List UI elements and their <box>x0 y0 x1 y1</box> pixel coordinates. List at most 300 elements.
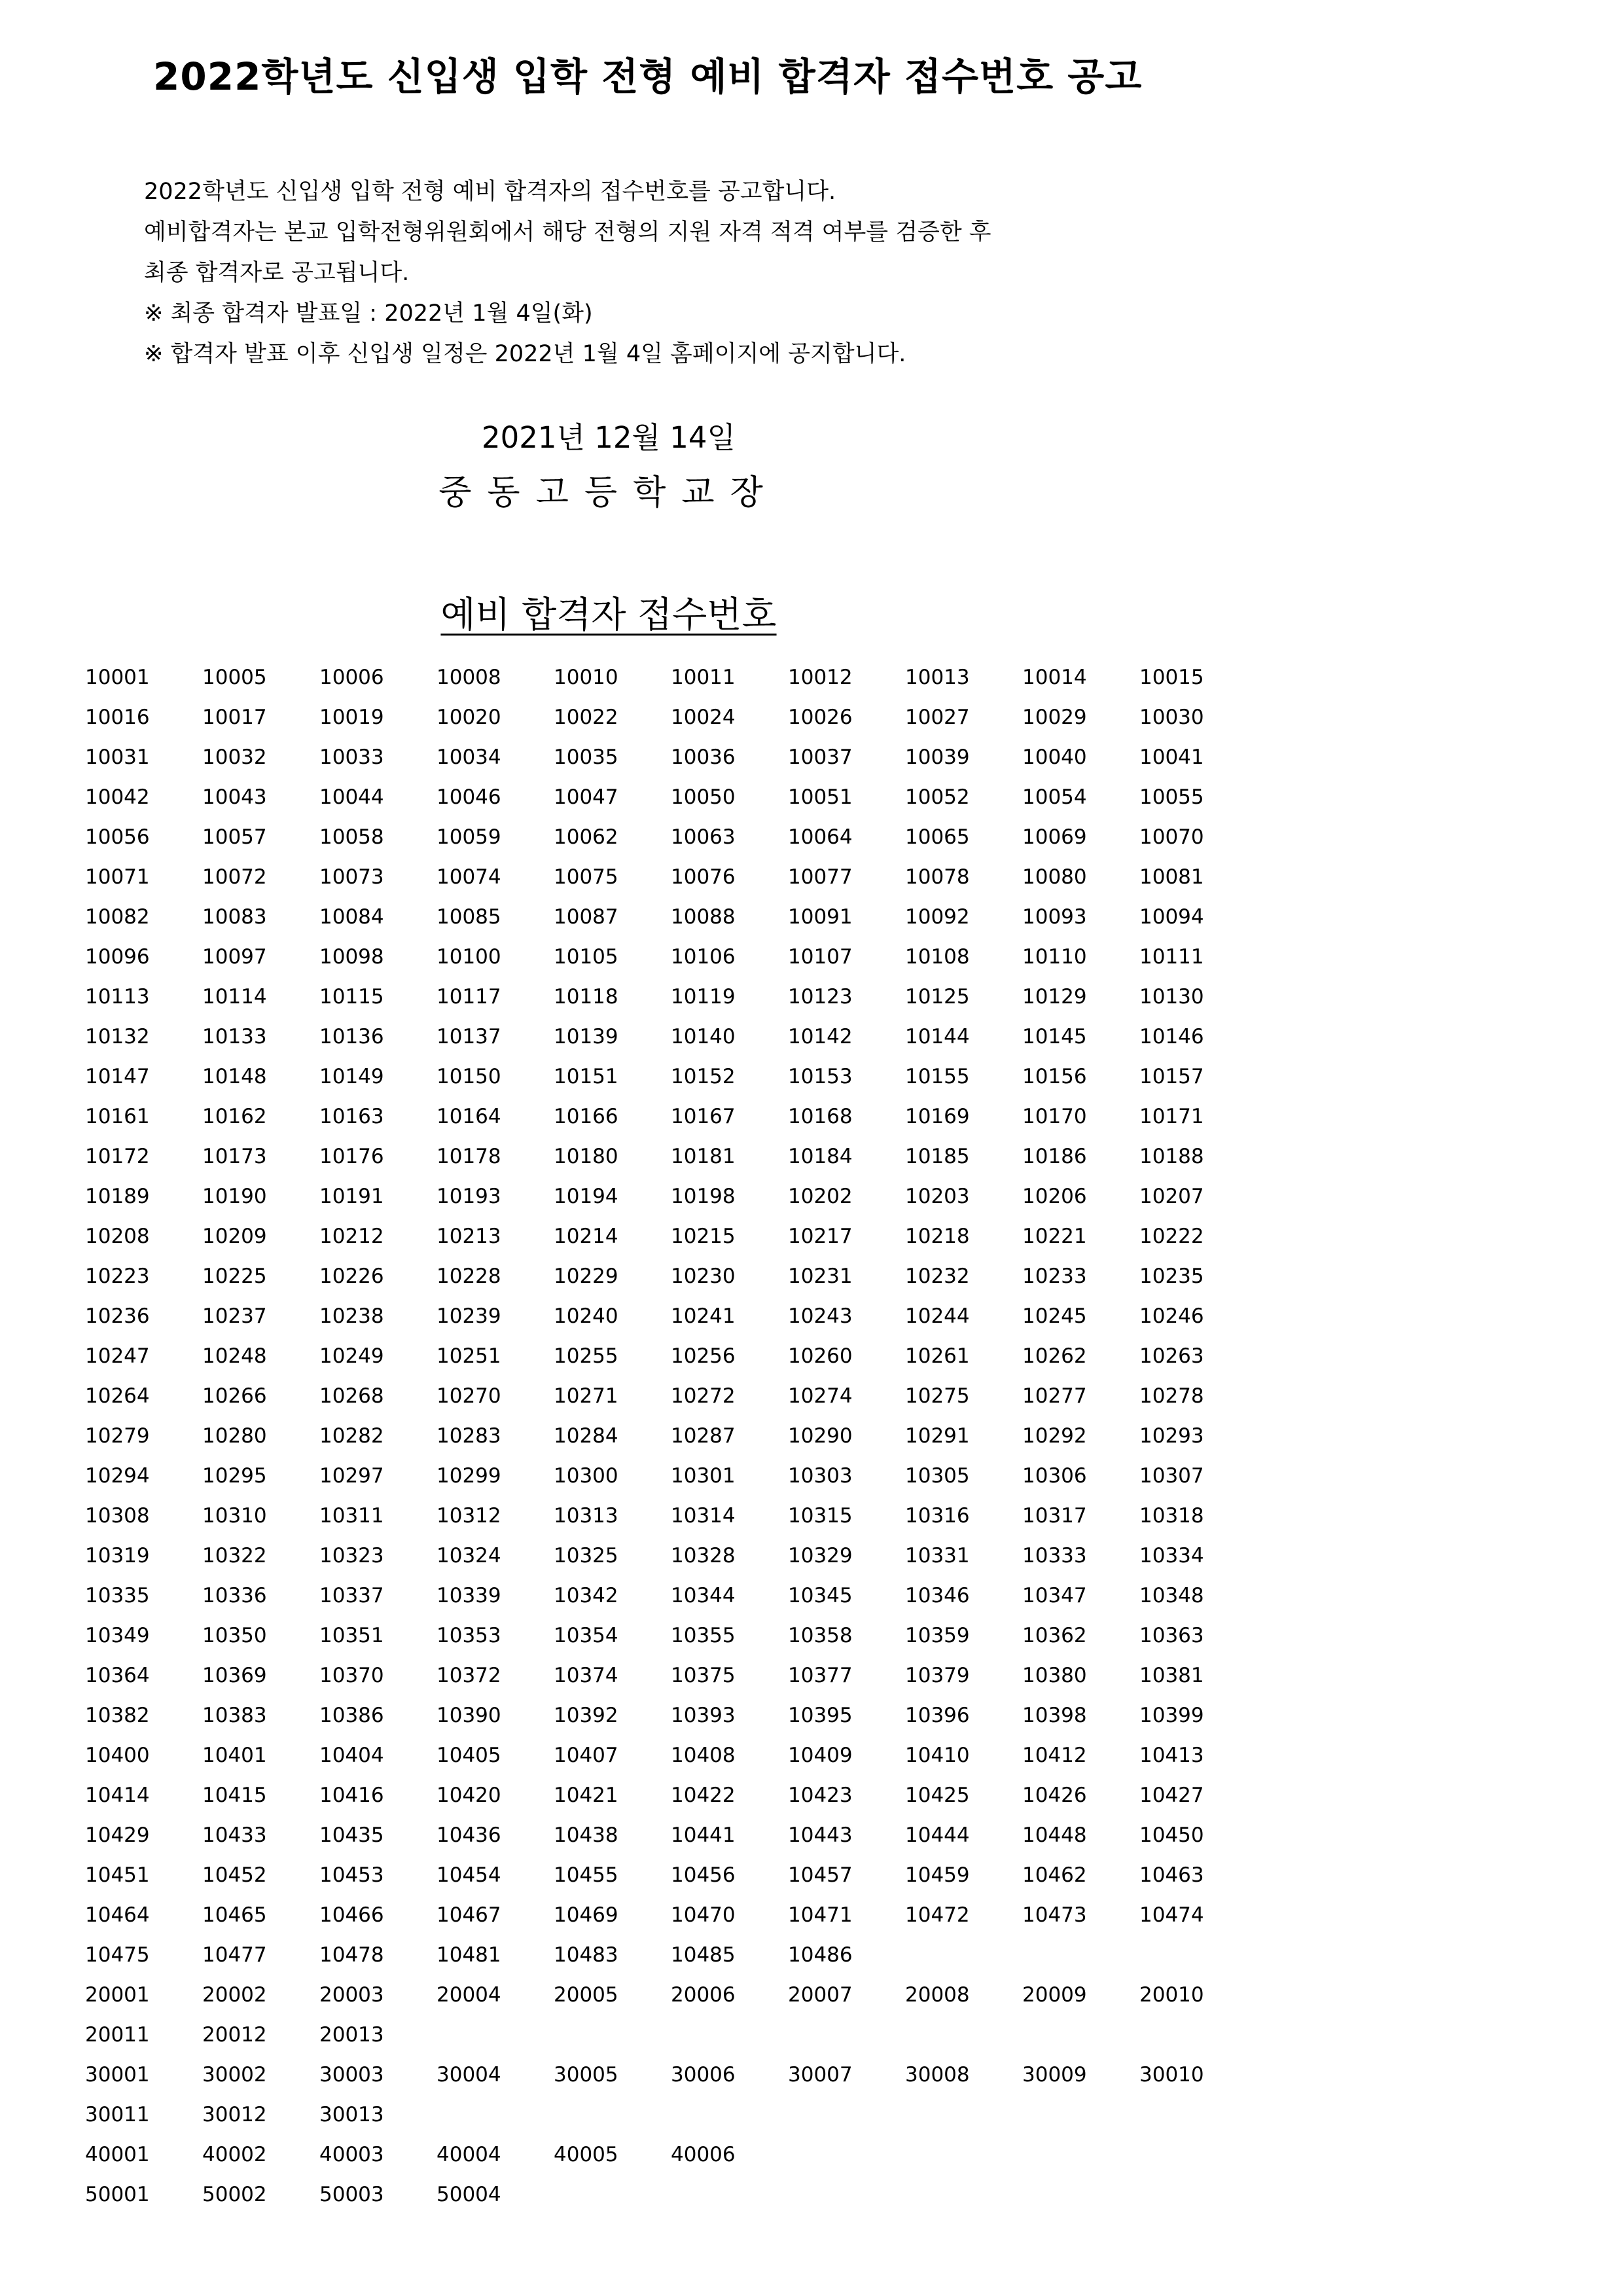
application-number: 10453 <box>319 1863 384 1887</box>
number-row <box>85 2015 1276 2055</box>
application-number: 10013 <box>905 666 970 689</box>
application-number: 10088 <box>671 905 736 929</box>
application-number: 10072 <box>202 865 267 889</box>
application-number: 20012 <box>202 2023 267 2047</box>
signer-name: 중동고등학교장 <box>438 473 779 512</box>
application-number: 10390 <box>437 1704 501 1727</box>
application-number: 10379 <box>905 1664 970 1687</box>
application-number: 10455 <box>554 1863 618 1887</box>
application-number: 10325 <box>554 1544 618 1568</box>
application-number: 20003 <box>319 1983 384 2007</box>
application-number: 10062 <box>554 825 618 849</box>
application-number: 10408 <box>671 1744 736 1767</box>
application-number: 10055 <box>1139 785 1204 809</box>
application-number: 10362 <box>1022 1624 1087 1647</box>
application-number: 10155 <box>905 1065 970 1088</box>
application-number: 10457 <box>788 1863 853 1887</box>
number-row <box>85 1975 1276 2015</box>
application-number: 10188 <box>1139 1145 1204 1168</box>
application-number: 10308 <box>85 1504 150 1528</box>
application-number: 10214 <box>554 1225 618 1248</box>
application-number: 10436 <box>437 1823 501 1847</box>
application-number: 10413 <box>1139 1744 1204 1767</box>
application-number: 10441 <box>671 1823 736 1847</box>
application-number: 10008 <box>437 666 501 689</box>
application-number: 20010 <box>1139 1983 1204 2007</box>
application-number: 10382 <box>85 1704 150 1727</box>
application-number: 30005 <box>554 2063 618 2087</box>
application-number: 10130 <box>1139 985 1204 1009</box>
application-number: 10433 <box>202 1823 267 1847</box>
application-number: 10323 <box>319 1544 384 1568</box>
application-number: 10295 <box>202 1464 267 1488</box>
number-row <box>85 1097 1276 1137</box>
application-number: 30010 <box>1139 2063 1204 2087</box>
application-number: 10056 <box>85 825 150 849</box>
application-number: 10206 <box>1022 1185 1087 1208</box>
application-number: 10148 <box>202 1065 267 1088</box>
application-number: 10014 <box>1022 666 1087 689</box>
application-number: 10238 <box>319 1304 384 1328</box>
application-number: 10093 <box>1022 905 1087 929</box>
application-number: 10017 <box>202 706 267 729</box>
application-number: 10277 <box>1022 1384 1087 1408</box>
application-number: 10485 <box>671 1943 736 1967</box>
application-number: 10181 <box>671 1145 736 1168</box>
application-number: 10010 <box>554 666 618 689</box>
notice-line: 2022학년도 신입생 입학 전형 예비 합격자의 접수번호를 공고합니다. <box>144 179 836 205</box>
application-number: 10073 <box>319 865 384 889</box>
application-number: 10481 <box>437 1943 501 1967</box>
number-row <box>85 1656 1276 1696</box>
application-number: 10213 <box>437 1225 501 1248</box>
application-number: 10081 <box>1139 865 1204 889</box>
application-number: 10426 <box>1022 1784 1087 1807</box>
application-number: 10355 <box>671 1624 736 1647</box>
application-number: 10318 <box>1139 1504 1204 1528</box>
application-number: 10149 <box>319 1065 384 1088</box>
application-number: 10410 <box>905 1744 970 1767</box>
application-number: 10222 <box>1139 1225 1204 1248</box>
number-row <box>85 1536 1276 1576</box>
application-number: 10303 <box>788 1464 853 1488</box>
application-number-list <box>85 658 1276 2215</box>
application-number: 10074 <box>437 865 501 889</box>
application-number: 10020 <box>437 706 501 729</box>
application-number: 10271 <box>554 1384 618 1408</box>
application-number: 10150 <box>437 1065 501 1088</box>
application-number: 30003 <box>319 2063 384 2087</box>
application-number: 10299 <box>437 1464 501 1488</box>
application-number: 30006 <box>671 2063 736 2087</box>
application-number: 10348 <box>1139 1584 1204 1607</box>
application-number: 10477 <box>202 1943 267 1967</box>
application-number: 10037 <box>788 745 853 769</box>
application-number: 10217 <box>788 1225 853 1248</box>
application-number: 10064 <box>788 825 853 849</box>
application-number: 10263 <box>1139 1344 1204 1368</box>
application-number: 10186 <box>1022 1145 1087 1168</box>
application-number: 10395 <box>788 1704 853 1727</box>
application-number: 10324 <box>437 1544 501 1568</box>
application-number: 10407 <box>554 1744 618 1767</box>
application-number: 10463 <box>1139 1863 1204 1887</box>
application-number: 40003 <box>319 2143 384 2166</box>
application-number: 10070 <box>1139 825 1204 849</box>
application-number: 10144 <box>905 1025 970 1049</box>
application-number: 40002 <box>202 2143 267 2166</box>
application-number: 10097 <box>202 945 267 969</box>
application-number: 10268 <box>319 1384 384 1408</box>
application-number: 10077 <box>788 865 853 889</box>
application-number: 10075 <box>554 865 618 889</box>
notice-line: ※ 합격자 발표 이후 신입생 일정은 2022년 1월 4일 홈페이지에 공지합니다. <box>144 341 906 367</box>
application-number: 10399 <box>1139 1704 1204 1727</box>
application-number: 10448 <box>1022 1823 1087 1847</box>
number-row <box>85 738 1276 778</box>
application-number: 10029 <box>1022 706 1087 729</box>
application-number: 10251 <box>437 1344 501 1368</box>
application-number: 10427 <box>1139 1784 1204 1807</box>
application-number: 20002 <box>202 1983 267 2007</box>
application-number: 10044 <box>319 785 384 809</box>
application-number: 20013 <box>319 2023 384 2047</box>
number-row <box>85 1935 1276 1975</box>
application-number: 10486 <box>788 1943 853 1967</box>
number-row <box>85 658 1276 698</box>
application-number: 10249 <box>319 1344 384 1368</box>
application-number: 30002 <box>202 2063 267 2087</box>
application-number: 10292 <box>1022 1424 1087 1448</box>
application-number: 10082 <box>85 905 150 929</box>
application-number: 10107 <box>788 945 853 969</box>
number-row <box>85 698 1276 738</box>
application-number: 10172 <box>85 1145 150 1168</box>
number-row <box>85 1456 1276 1496</box>
application-number: 10383 <box>202 1704 267 1727</box>
application-number: 10412 <box>1022 1744 1087 1767</box>
application-number: 10145 <box>1022 1025 1087 1049</box>
application-number: 10212 <box>319 1225 384 1248</box>
application-number: 20001 <box>85 1983 150 2007</box>
application-number: 10243 <box>788 1304 853 1328</box>
application-number: 10065 <box>905 825 970 849</box>
application-number: 10310 <box>202 1504 267 1528</box>
application-number: 10275 <box>905 1384 970 1408</box>
application-number: 10180 <box>554 1145 618 1168</box>
application-number: 10209 <box>202 1225 267 1248</box>
application-number: 10226 <box>319 1265 384 1288</box>
application-number: 10169 <box>905 1105 970 1128</box>
application-number: 10398 <box>1022 1704 1087 1727</box>
application-number: 10342 <box>554 1584 618 1607</box>
application-number: 40005 <box>554 2143 618 2166</box>
application-number: 10443 <box>788 1823 853 1847</box>
application-number: 10260 <box>788 1344 853 1368</box>
application-number: 10347 <box>1022 1584 1087 1607</box>
application-number: 10215 <box>671 1225 736 1248</box>
application-number: 10274 <box>788 1384 853 1408</box>
application-number: 10333 <box>1022 1544 1087 1568</box>
application-number: 10380 <box>1022 1664 1087 1687</box>
page-title: 2022학년도 신입생 입학 전형 예비 합격자 접수번호 공고 <box>153 54 1143 99</box>
application-number: 10245 <box>1022 1304 1087 1328</box>
application-number: 10450 <box>1139 1823 1204 1847</box>
application-number: 10452 <box>202 1863 267 1887</box>
number-row <box>85 2095 1276 2135</box>
application-number: 10123 <box>788 985 853 1009</box>
application-number: 10071 <box>85 865 150 889</box>
application-number: 10393 <box>671 1704 736 1727</box>
application-number: 10358 <box>788 1624 853 1647</box>
application-number: 10423 <box>788 1784 853 1807</box>
application-number: 10316 <box>905 1504 970 1528</box>
application-number: 10191 <box>319 1185 384 1208</box>
application-number: 10470 <box>671 1903 736 1927</box>
application-number: 10465 <box>202 1903 267 1927</box>
application-number: 10050 <box>671 785 736 809</box>
application-number: 10047 <box>554 785 618 809</box>
number-row <box>85 1416 1276 1456</box>
application-number: 10147 <box>85 1065 150 1088</box>
application-number: 10300 <box>554 1464 618 1488</box>
application-number: 10244 <box>905 1304 970 1328</box>
application-number: 10035 <box>554 745 618 769</box>
application-number: 10429 <box>85 1823 150 1847</box>
application-number: 10051 <box>788 785 853 809</box>
number-row <box>85 1017 1276 1057</box>
application-number: 10266 <box>202 1384 267 1408</box>
number-row <box>85 1856 1276 1895</box>
application-number: 10041 <box>1139 745 1204 769</box>
application-number: 40006 <box>671 2143 736 2166</box>
application-number: 10105 <box>554 945 618 969</box>
application-number: 10125 <box>905 985 970 1009</box>
application-number: 10240 <box>554 1304 618 1328</box>
application-number: 10236 <box>85 1304 150 1328</box>
application-number: 10119 <box>671 985 736 1009</box>
application-number: 10339 <box>437 1584 501 1607</box>
application-number: 10438 <box>554 1823 618 1847</box>
application-number: 10078 <box>905 865 970 889</box>
application-number: 10416 <box>319 1784 384 1807</box>
application-number: 30007 <box>788 2063 853 2087</box>
application-number: 20009 <box>1022 1983 1087 2007</box>
application-number: 10359 <box>905 1624 970 1647</box>
application-number: 10114 <box>202 985 267 1009</box>
application-number: 40001 <box>85 2143 150 2166</box>
application-number: 20004 <box>437 1983 501 2007</box>
application-number: 10223 <box>85 1265 150 1288</box>
application-number: 10293 <box>1139 1424 1204 1448</box>
application-number: 40004 <box>437 2143 501 2166</box>
application-number: 10235 <box>1139 1265 1204 1288</box>
application-number: 10414 <box>85 1784 150 1807</box>
number-row <box>85 1776 1276 1816</box>
application-number: 10092 <box>905 905 970 929</box>
application-number: 10462 <box>1022 1863 1087 1887</box>
application-number: 10058 <box>319 825 384 849</box>
application-number: 30012 <box>202 2103 267 2126</box>
application-number: 50004 <box>437 2183 501 2206</box>
application-number: 10422 <box>671 1784 736 1807</box>
number-row <box>85 977 1276 1017</box>
application-number: 10246 <box>1139 1304 1204 1328</box>
application-number: 10349 <box>85 1624 150 1647</box>
application-number: 10194 <box>554 1185 618 1208</box>
application-number: 10401 <box>202 1744 267 1767</box>
application-number: 10312 <box>437 1504 501 1528</box>
application-number: 10364 <box>85 1664 150 1687</box>
application-number: 10317 <box>1022 1504 1087 1528</box>
application-number: 10306 <box>1022 1464 1087 1488</box>
application-number: 10098 <box>319 945 384 969</box>
number-row <box>85 1257 1276 1297</box>
application-number: 10284 <box>554 1424 618 1448</box>
application-number: 10080 <box>1022 865 1087 889</box>
application-number: 10094 <box>1139 905 1204 929</box>
application-number: 10137 <box>437 1025 501 1049</box>
number-row <box>85 937 1276 977</box>
application-number: 10151 <box>554 1065 618 1088</box>
application-number: 10230 <box>671 1265 736 1288</box>
number-row <box>85 778 1276 817</box>
application-number: 10297 <box>319 1464 384 1488</box>
application-number: 30004 <box>437 2063 501 2087</box>
application-number: 10132 <box>85 1025 150 1049</box>
application-number: 10027 <box>905 706 970 729</box>
number-row <box>85 857 1276 897</box>
number-row <box>85 817 1276 857</box>
application-number: 50003 <box>319 2183 384 2206</box>
application-number: 10168 <box>788 1105 853 1128</box>
application-number: 20006 <box>671 1983 736 2007</box>
application-number: 10469 <box>554 1903 618 1927</box>
application-number: 10370 <box>319 1664 384 1687</box>
application-number: 10040 <box>1022 745 1087 769</box>
application-number: 10136 <box>319 1025 384 1049</box>
application-number: 10162 <box>202 1105 267 1128</box>
application-number: 10459 <box>905 1863 970 1887</box>
application-number: 30013 <box>319 2103 384 2126</box>
application-number: 10015 <box>1139 666 1204 689</box>
application-number: 10032 <box>202 745 267 769</box>
application-number: 10278 <box>1139 1384 1204 1408</box>
application-number: 30009 <box>1022 2063 1087 2087</box>
application-number: 10142 <box>788 1025 853 1049</box>
application-number: 10153 <box>788 1065 853 1088</box>
application-number: 20007 <box>788 1983 853 2007</box>
application-number: 10054 <box>1022 785 1087 809</box>
application-number: 10229 <box>554 1265 618 1288</box>
application-number: 10264 <box>85 1384 150 1408</box>
application-number: 10019 <box>319 706 384 729</box>
application-number: 10033 <box>319 745 384 769</box>
application-number: 10315 <box>788 1504 853 1528</box>
application-number: 10456 <box>671 1863 736 1887</box>
application-number: 10166 <box>554 1105 618 1128</box>
application-number: 10396 <box>905 1704 970 1727</box>
application-number: 10140 <box>671 1025 736 1049</box>
application-number: 10444 <box>905 1823 970 1847</box>
application-number: 10043 <box>202 785 267 809</box>
notice-line: ※ 최종 합격자 발표일 : 2022년 1월 4일(화) <box>144 300 593 327</box>
application-number: 10425 <box>905 1784 970 1807</box>
application-number: 10208 <box>85 1225 150 1248</box>
application-number: 10337 <box>319 1584 384 1607</box>
application-number: 10190 <box>202 1185 267 1208</box>
application-number: 10287 <box>671 1424 736 1448</box>
application-number: 10305 <box>905 1464 970 1488</box>
application-number: 10483 <box>554 1943 618 1967</box>
application-number: 10100 <box>437 945 501 969</box>
notice-date: 2021년 12월 14일 <box>481 420 736 455</box>
application-number: 10042 <box>85 785 150 809</box>
application-number: 10467 <box>437 1903 501 1927</box>
application-number: 10377 <box>788 1664 853 1687</box>
application-number: 10400 <box>85 1744 150 1767</box>
application-number: 10176 <box>319 1145 384 1168</box>
application-number: 10345 <box>788 1584 853 1607</box>
application-number: 10374 <box>554 1664 618 1687</box>
notice-paragraph <box>144 171 991 374</box>
application-number: 10085 <box>437 905 501 929</box>
application-number: 10184 <box>788 1145 853 1168</box>
number-row <box>85 2175 1276 2215</box>
application-number: 10026 <box>788 706 853 729</box>
application-number: 10313 <box>554 1504 618 1528</box>
application-number: 10091 <box>788 905 853 929</box>
application-number: 10237 <box>202 1304 267 1328</box>
application-number: 10157 <box>1139 1065 1204 1088</box>
application-number: 10189 <box>85 1185 150 1208</box>
application-number: 10076 <box>671 865 736 889</box>
application-number: 10415 <box>202 1784 267 1807</box>
application-number: 10005 <box>202 666 267 689</box>
number-row <box>85 1137 1276 1177</box>
application-number: 10435 <box>319 1823 384 1847</box>
application-number: 10016 <box>85 706 150 729</box>
list-title: 예비 합격자 접수번호 <box>440 594 777 636</box>
application-number: 10420 <box>437 1784 501 1807</box>
application-number: 10221 <box>1022 1225 1087 1248</box>
application-number: 10334 <box>1139 1544 1204 1568</box>
notice-line: 최종 합격자로 공고됩니다. <box>144 260 410 286</box>
application-number: 10031 <box>85 745 150 769</box>
application-number: 10262 <box>1022 1344 1087 1368</box>
application-number: 10248 <box>202 1344 267 1368</box>
application-number: 10069 <box>1022 825 1087 849</box>
application-number: 10322 <box>202 1544 267 1568</box>
application-number: 10405 <box>437 1744 501 1767</box>
number-row <box>85 1696 1276 1736</box>
application-number: 10392 <box>554 1704 618 1727</box>
application-number: 10311 <box>319 1504 384 1528</box>
application-number: 10046 <box>437 785 501 809</box>
application-number: 10282 <box>319 1424 384 1448</box>
application-number: 10291 <box>905 1424 970 1448</box>
application-number: 10207 <box>1139 1185 1204 1208</box>
application-number: 10111 <box>1139 945 1204 969</box>
application-number: 10261 <box>905 1344 970 1368</box>
application-number: 10351 <box>319 1624 384 1647</box>
application-number: 10012 <box>788 666 853 689</box>
number-row <box>85 1736 1276 1776</box>
application-number: 30001 <box>85 2063 150 2087</box>
application-number: 10193 <box>437 1185 501 1208</box>
application-number: 10022 <box>554 706 618 729</box>
application-number: 10164 <box>437 1105 501 1128</box>
